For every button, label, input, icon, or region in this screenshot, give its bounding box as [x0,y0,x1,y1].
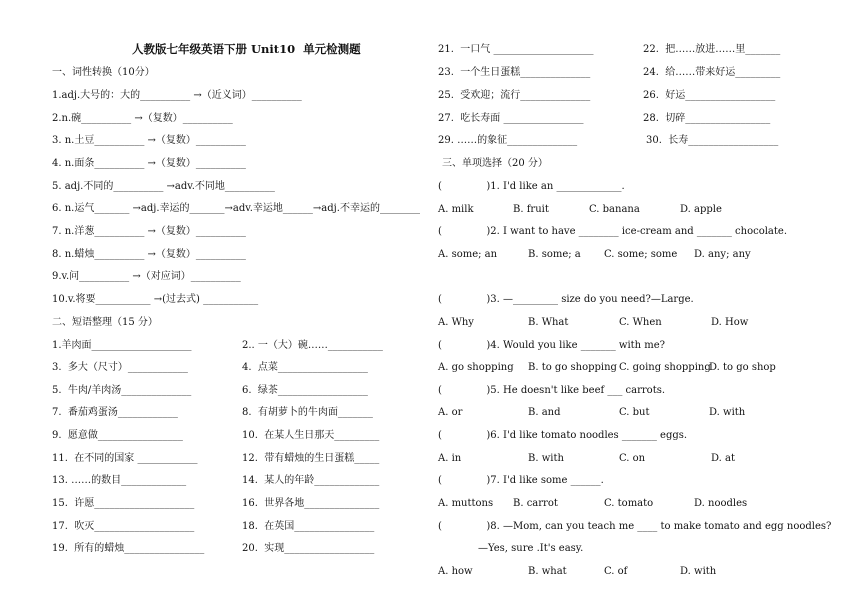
option: D. How [711,317,749,328]
question-answer-line: —Yes, sure .It's easy. [478,543,584,554]
word-form-item: 7. n.洋葱__________ →（复数）__________ [52,226,246,237]
phrase-item: 23. 一个生日蛋糕______________ [438,67,591,78]
option: A. in [438,453,462,464]
option: B. some; a [528,249,581,260]
phrase-item: 25. 受欢迎；流行______________ [438,90,591,101]
word-form-item: 3. n.土豆__________ →（复数）__________ [52,135,246,146]
option: A. how [438,566,473,577]
option: B. with [528,453,564,464]
question-stem: ( )8. —Mom, can you teach me ____ to make tomato and egg noodles? [438,521,832,532]
question-stem: ( )5. He doesn't like beef ___ carrots. [438,385,666,396]
word-form-item: 6. n.运气_______ →adj.幸运的_______→adv.幸运地______→adj.不幸运的________ [52,203,420,214]
question-stem: ( )2. I want to have ________ ice-cream and _______ chocolate. [438,226,787,237]
option: B. and [528,407,561,418]
option: A. milk [438,204,474,215]
phrase-item: 20. 实现__________________ [242,543,375,554]
option: B. fruit [513,204,549,215]
phrase-item: 7. 番茄鸡蛋汤____________ [52,407,178,418]
option: D. at [711,453,735,464]
option: A. or [438,407,463,418]
word-form-item: 4. n.面条__________ →（复数）__________ [52,158,246,169]
phrase-item: 22. 把……放进……里_______ [643,44,781,55]
phrase-item: 3. 多大（尺寸）____________ [52,362,188,373]
option: B. carrot [513,498,558,509]
option: B. What [528,317,569,328]
phrase-item: 4. 点菜__________________ [242,362,368,373]
phrase-item: 5. 牛肉/羊肉汤______________ [52,385,192,396]
question-stem: ( )7. I'd like some ______. [438,475,604,486]
option: C. When [619,317,662,328]
option: B. what [528,566,567,577]
option: D. with [680,566,717,577]
option: C. tomato [604,498,654,509]
option: D. any; any [694,249,751,260]
option: D. noodles [694,498,748,509]
option: A. some; an [438,249,498,260]
phrase-item: 15. 许愿____________________ [52,498,195,509]
phrase-item: 19. 所有的蜡烛________________ [52,543,205,554]
phrase-item: 27. 吃长寿面 ________________ [438,113,584,124]
word-form-item: 2.n.碗__________ →（复数）__________ [52,113,233,124]
phrase-item: 11. 在不同的国家 ____________ [52,453,198,464]
option: D. apple [680,204,722,215]
phrase-item: 14. 某人的年龄_____________ [242,475,380,486]
phrase-item: 12. 带有蜡烛的生日蛋糕_____ [242,453,380,464]
phrase-item: 2.. 一（大）碗……___________ [242,340,383,351]
phrase-item: 26. 好运__________________ [643,90,776,101]
question-stem: ( )3. —_________ size do you need?—Large. [438,294,694,305]
phrase-item: 8. 有胡萝卜的牛肉面_______ [242,407,373,418]
option: B. to go shopping [528,362,617,373]
phrase-item: 28. 切碎_________________ [643,113,771,124]
option: C. but [619,407,650,418]
option: A. go shopping [438,362,514,373]
phrase-item: 13. ……的数目_____________ [52,475,187,486]
word-form-item: 1.adj.大号的：大的__________ →（近义词）__________ [52,90,302,101]
question-stem: ( )4. Would you like _______ with me? [438,340,666,351]
phrase-item: 18. 在英国________________ [242,521,375,532]
phrase-item: 10. 在某人生日那天_________ [242,430,380,441]
word-form-item: 9.v.问__________ →（对应词）__________ [52,271,241,282]
phrase-item: 6. 绿茶__________________ [242,385,368,396]
option: A. muttons [438,498,494,509]
option: C. some; some [604,249,678,260]
word-form-item: 10.v.将要___________ →(过去式) ___________ [52,294,259,305]
option: D. to go shop [709,362,776,373]
section3-heading: 三、单项选择（20 分） [442,158,548,169]
option: C. going shopping [619,362,711,373]
word-form-item: 8. n.蜡烛__________ →（复数）__________ [52,249,246,260]
question-stem: ( )1. I'd like an _____________. [438,181,625,192]
section2-heading: 二、短语整理（15 分） [52,317,158,328]
option: A. Why [438,317,474,328]
phrase-item: 24. 给……带来好运_________ [643,67,781,78]
option: C. on [619,453,646,464]
section1-heading: 一、词性转换（10分） [52,67,155,78]
word-form-item: 5. adj.不同的__________ →adv.不同地__________ [52,181,275,192]
option: C. of [604,566,628,577]
question-stem: ( )6. I'd like tomato noodles _______ eggs. [438,430,688,441]
phrase-item: 21. 一口气 ____________________ [438,44,594,55]
phrase-item: 9. 愿意做_________________ [52,430,183,441]
phrase-item: 17. 吹灭____________________ [52,521,195,532]
phrase-item: 29. ……的象征______________ [438,135,578,146]
phrase-item: 16. 世界各地_______________ [242,498,380,509]
phrase-item: 1.羊肉面____________________ [52,340,192,351]
phrase-item: 30. 长寿__________________ [646,135,779,146]
option: D. with [709,407,746,418]
option: C. banana [589,204,640,215]
page-title: 人教版七年级英语下册 Unit10 单元检测题 [132,42,361,56]
